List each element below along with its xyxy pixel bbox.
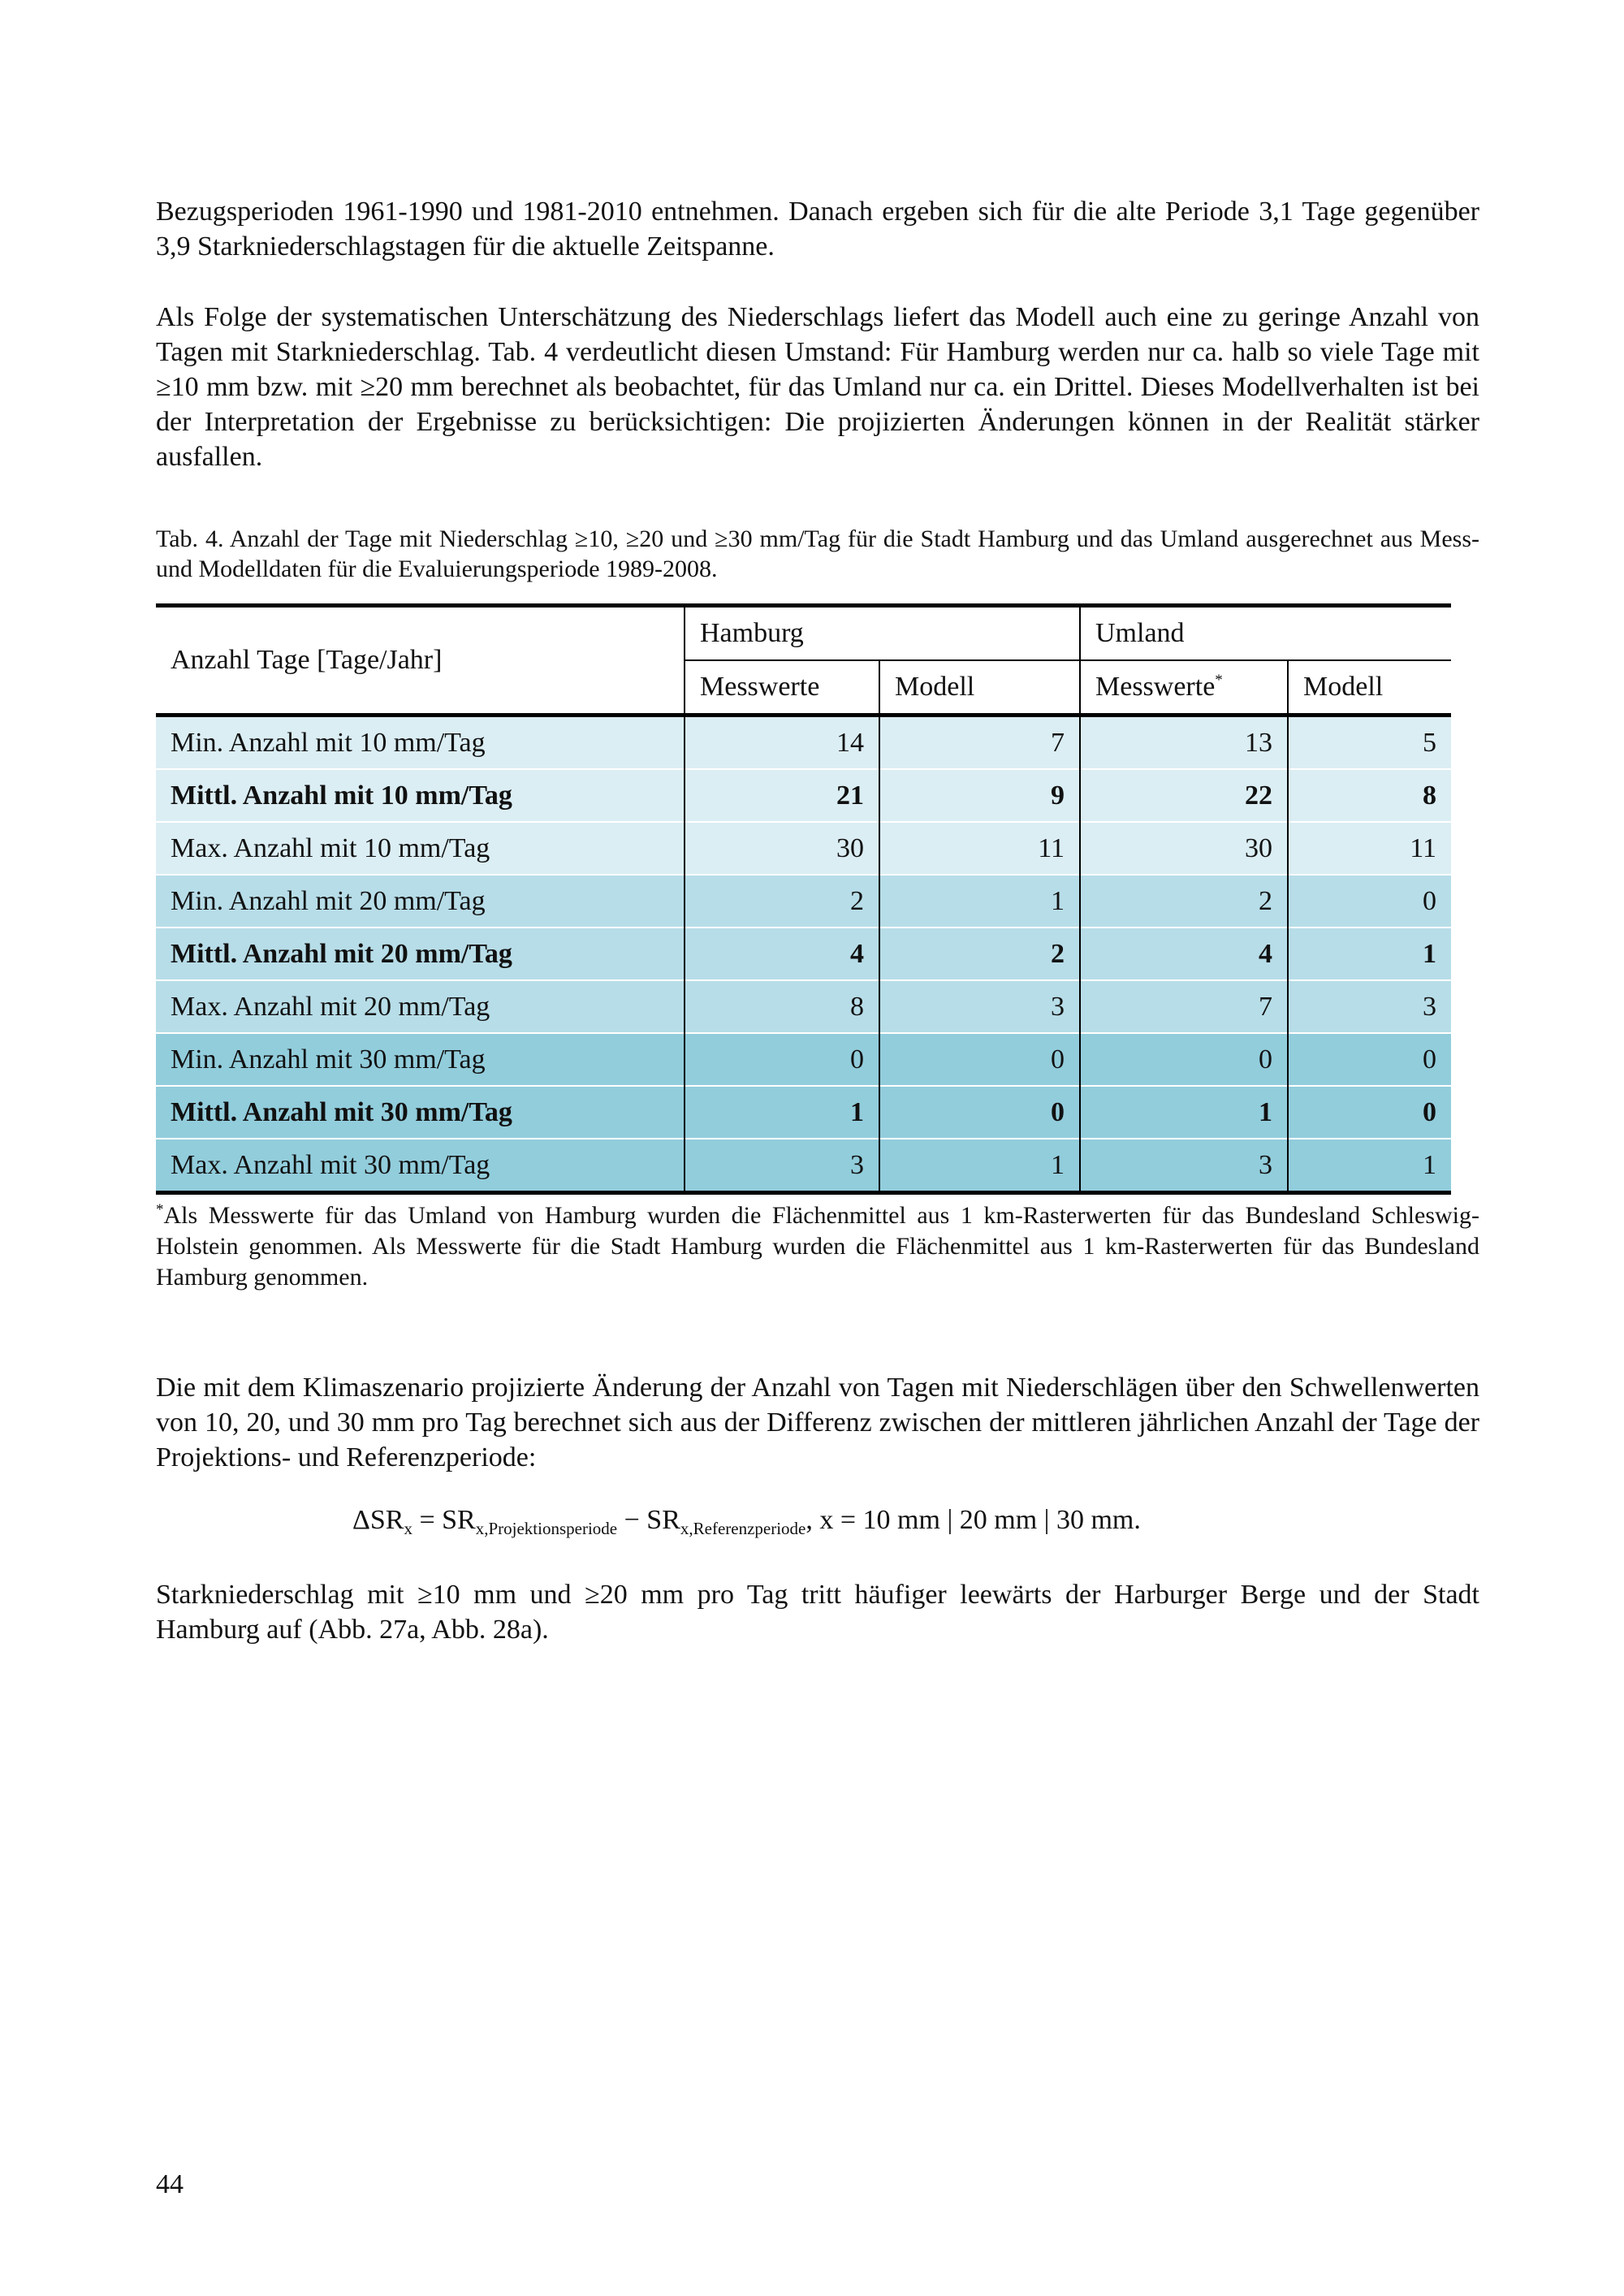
table-row	[156, 1086, 1451, 1139]
table-row	[156, 716, 1451, 770]
cell-ul-mess: 7	[1080, 980, 1288, 1033]
cell-hh-modell: 11	[879, 822, 1080, 875]
cell-ul-mess: 3	[1080, 1139, 1288, 1193]
table-row	[156, 927, 1451, 980]
page-number: 44	[156, 2169, 184, 2199]
formula-sub-referenz: x,Referenzperiode	[680, 1519, 806, 1538]
cell-hh-mess: 21	[685, 769, 879, 822]
table-row	[156, 875, 1451, 927]
formula-minus: − SR	[617, 1505, 680, 1535]
formula-delta-sr	[352, 1503, 1141, 1537]
row-label: Mittl. Anzahl mit 30 mm/Tag	[156, 1086, 685, 1139]
cell-ul-mess: 13	[1080, 716, 1288, 770]
cell-ul-mess: 30	[1080, 822, 1288, 875]
cell-hh-mess: 2	[685, 875, 879, 927]
cell-hh-modell: 0	[879, 1086, 1080, 1139]
row-label: Mittl. Anzahl mit 20 mm/Tag	[156, 927, 685, 980]
table-footnote	[156, 1200, 1479, 1293]
cell-hh-mess: 4	[685, 927, 879, 980]
row-label: Max. Anzahl mit 20 mm/Tag	[156, 980, 685, 1033]
cell-hh-mess: 3	[685, 1139, 879, 1193]
group-header-umland: Umland	[1080, 606, 1451, 661]
cell-ul-mess: 1	[1080, 1086, 1288, 1139]
cell-ul-modell: 0	[1288, 1086, 1451, 1139]
cell-hh-modell: 0	[879, 1033, 1080, 1086]
col-header-hamburg-messwerte: Messwerte	[685, 660, 879, 716]
precipitation-days-table	[156, 603, 1451, 1195]
paragraph-unterschaetzung: Als Folge der systematischen Unterschätzung des Niederschlags liefert das Modell auch eine zu geringe Anzahl von Tagen mit Starkniederschlag. Tab. 4 verdeutlicht diesen Umstand: Für Hamburg werden nur ca. halb so viele Tage mit ≥10 mm bzw. mit ≥20 mm berechnet als beobachtet, für das Umland nur ca. ein Drittel. Dieses Modellverhalten ist bei der Interpretation der Ergebnisse zu berücksichtigen: Die projizierten Änderungen können in der Realität stärker ausfallen.	[156, 302, 1479, 472]
row-header-cell: Anzahl Tage [Tage/Jahr]	[156, 606, 685, 716]
cell-ul-mess: 2	[1080, 875, 1288, 927]
formula-tail: , x = 10 mm | 20 mm | 30 mm.	[806, 1505, 1141, 1535]
cell-ul-modell: 1	[1288, 927, 1451, 980]
table-row	[156, 1139, 1451, 1193]
cell-ul-modell: 3	[1288, 980, 1451, 1033]
group-header-hamburg: Hamburg	[685, 606, 1080, 661]
cell-hh-modell: 3	[879, 980, 1080, 1033]
cell-hh-mess: 30	[685, 822, 879, 875]
table-row	[156, 1033, 1451, 1086]
cell-hh-modell: 9	[879, 769, 1080, 822]
paragraph-bezugsperioden: Bezugsperioden 1961-1990 und 1981-2010 entnehmen. Danach ergeben sich für die alte Periode 3,1 Tage gegenüber 3,9 Starkniederschlagstagen für die aktuelle Zeitspanne.	[156, 197, 1479, 262]
col-header-hamburg-modell: Modell	[879, 660, 1080, 716]
cell-ul-modell: 0	[1288, 1033, 1451, 1086]
row-label: Min. Anzahl mit 20 mm/Tag	[156, 875, 685, 927]
col-header-umland-messwerte-label: Messwerte	[1095, 672, 1216, 702]
cell-hh-modell: 7	[879, 716, 1080, 770]
cell-hh-mess: 14	[685, 716, 879, 770]
paragraph-klimaszenario: Die mit dem Klimaszenario projizierte Änderung der Anzahl von Tagen mit Niederschlägen über den Schwellenwerten von 10, 20, und 30 mm pro Tag berechnet sich aus der Differenz zwischen der mittleren jährlichen Anzahl der Tage der Projektions- und Referenzperiode:	[156, 1373, 1479, 1472]
footnote-marker: *	[1215, 672, 1223, 689]
table-row	[156, 769, 1451, 822]
cell-hh-modell: 2	[879, 927, 1080, 980]
cell-ul-mess: 22	[1080, 769, 1288, 822]
cell-ul-mess: 0	[1080, 1033, 1288, 1086]
table-caption: Tab. 4. Anzahl der Tage mit Niederschlag ≥10, ≥20 und ≥30 mm/Tag für die Stadt Hamburg und das Umland ausgerechnet aus Mess- und Modelldaten für die Evaluierungsperiode 1989-2008.	[156, 525, 1479, 582]
cell-ul-mess: 4	[1080, 927, 1288, 980]
cell-ul-modell: 11	[1288, 822, 1451, 875]
table-row	[156, 980, 1451, 1033]
cell-ul-modell: 8	[1288, 769, 1451, 822]
formula-sub-projektion: x,Projektionsperiode	[475, 1519, 618, 1538]
formula-eq: = SR	[412, 1505, 476, 1535]
row-label: Mittl. Anzahl mit 10 mm/Tag	[156, 769, 685, 822]
formula-lhs-sub: x	[404, 1519, 412, 1538]
table-row	[156, 822, 1451, 875]
cell-hh-mess: 1	[685, 1086, 879, 1139]
cell-hh-mess: 0	[685, 1033, 879, 1086]
row-label: Max. Anzahl mit 30 mm/Tag	[156, 1139, 685, 1193]
table-body	[156, 716, 1451, 1193]
footnote-mark: *	[156, 1201, 164, 1218]
row-label: Max. Anzahl mit 10 mm/Tag	[156, 822, 685, 875]
row-label: Min. Anzahl mit 10 mm/Tag	[156, 716, 685, 770]
footnote-text: Als Messwerte für das Umland von Hamburg wurden die Flächenmittel aus 1 km-Rasterwerten für das Bundesland Schleswig-Holstein genommen. Als Messwerte für die Stadt Hamburg wurden die Flächenmittel aus 1 km-Rasterwerten für das Bundesland Hamburg genommen.	[156, 1202, 1479, 1291]
cell-hh-modell: 1	[879, 1139, 1080, 1193]
col-header-umland-messwerte	[1080, 660, 1288, 716]
cell-hh-mess: 8	[685, 980, 879, 1033]
row-label: Min. Anzahl mit 30 mm/Tag	[156, 1033, 685, 1086]
cell-ul-modell: 5	[1288, 716, 1451, 770]
cell-ul-modell: 1	[1288, 1139, 1451, 1193]
cell-hh-modell: 1	[879, 875, 1080, 927]
col-header-umland-modell: Modell	[1288, 660, 1451, 716]
formula-lhs: ΔSR	[352, 1505, 404, 1535]
cell-ul-modell: 0	[1288, 875, 1451, 927]
paragraph-harburger-berge: Starkniederschlag mit ≥10 mm und ≥20 mm pro Tag tritt häufiger leewärts der Harburger Berge und der Stadt Hamburg auf (Abb. 27a, Abb. 28a).	[156, 1580, 1479, 1645]
